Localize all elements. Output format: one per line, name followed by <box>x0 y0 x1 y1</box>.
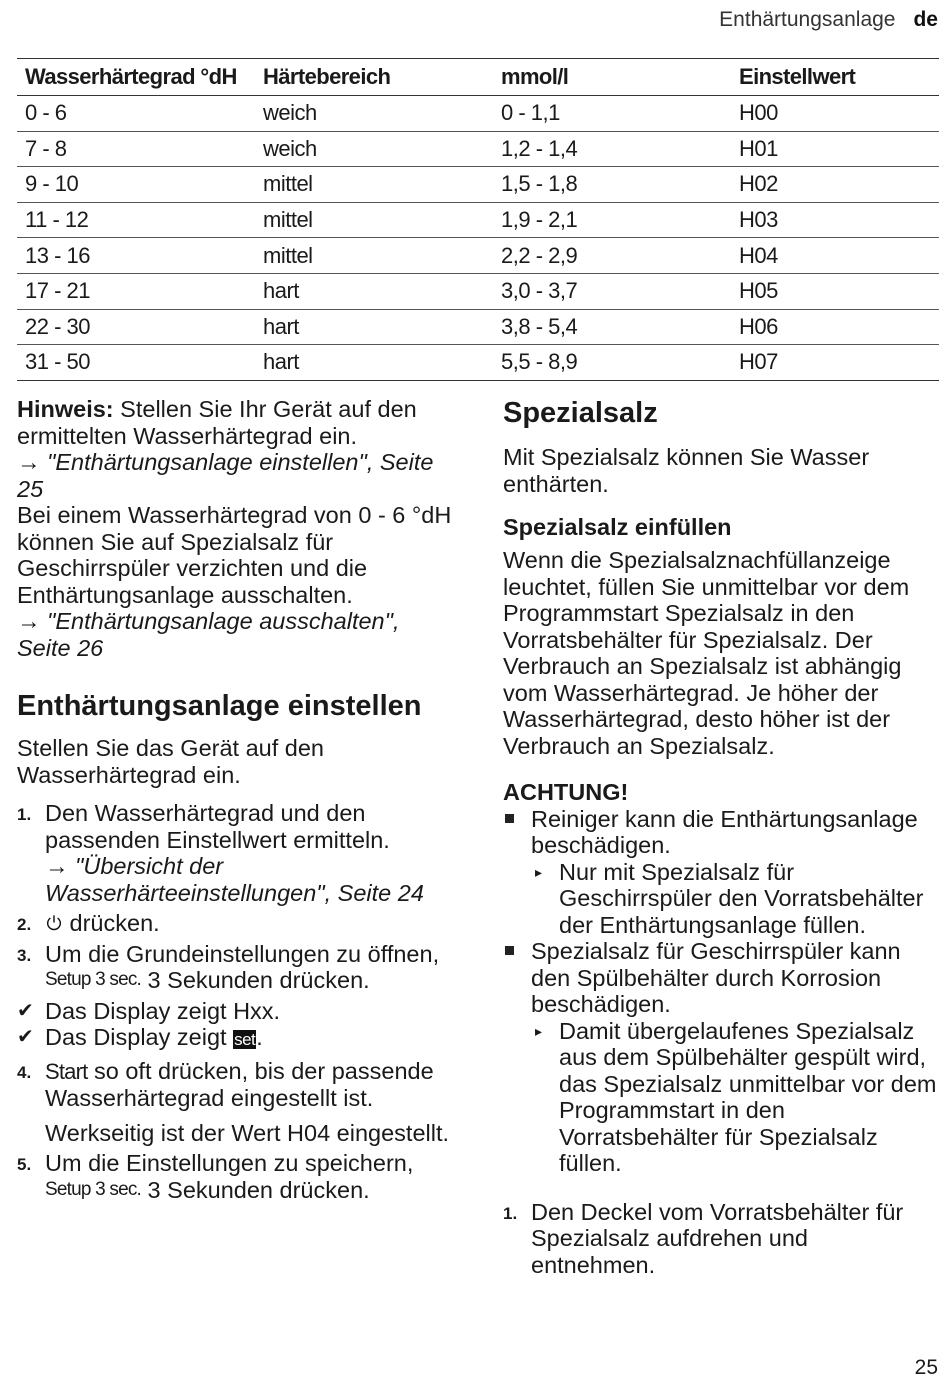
step-text: Den Wasserhärtegrad und den passenden Einstellwert ermitteln. <box>45 800 390 853</box>
result-2: ✔ Das Display zeigt set. <box>17 1024 263 1050</box>
running-header <box>719 8 938 32</box>
bullet-text: Spezialsalz für Geschirrspüler kann den Spülbehälter durch Korrosion beschädigen. <box>531 938 901 1017</box>
step-4 <box>17 1058 457 1147</box>
col-header-mmol: mmol/l <box>493 59 731 96</box>
cell-dh: 13 - 16 <box>17 238 255 274</box>
step3-text-a: Um die Grundeinstellungen zu öffnen, <box>45 940 440 967</box>
triangle-right-icon: ▸ <box>535 1022 543 1039</box>
left-column <box>17 396 457 1203</box>
cell-range: hart <box>255 345 493 381</box>
table-row <box>17 238 939 274</box>
subheading-fill-salt: Spezialsalz einfüllen <box>503 514 732 540</box>
checkmark-icon: ✔ <box>17 1026 34 1048</box>
cell-mmol: 3,8 - 5,4 <box>493 309 731 345</box>
bullet-text: Reiniger kann die Enthärtungsanlage beschädigen. <box>531 805 918 858</box>
note-label: Hinweis: <box>17 396 114 422</box>
warning-bullet-1 <box>503 806 938 859</box>
step2-text: drücken. <box>63 910 160 936</box>
display-set-symbol: set <box>234 1030 256 1049</box>
setup-button-label: Setup 3 sec. <box>45 969 142 990</box>
arrow-right-icon: → <box>17 449 48 475</box>
note-paragraph <box>17 396 457 449</box>
right-column <box>503 396 938 1278</box>
cell-range: hart <box>255 273 493 309</box>
step-number: 1. <box>503 1203 518 1223</box>
step1-ref-text: "Übersicht der Wasserhärteeinstellungen", Seite 24 <box>45 853 424 906</box>
step-2 <box>17 910 457 937</box>
header-lang: de <box>913 8 938 31</box>
salt-intro: Mit Spezialsalz können Sie Wasser enthärten. <box>503 444 870 497</box>
setup-button-label: Setup 3 sec. <box>45 1178 142 1200</box>
step-3 <box>17 941 457 994</box>
cell-dh: 7 - 8 <box>17 131 255 167</box>
cell-dh: 11 - 12 <box>17 202 255 238</box>
warning-label: ACHTUNG! <box>503 779 629 805</box>
salt-step-1 <box>503 1199 938 1279</box>
cell-range: weich <box>255 131 493 167</box>
note-ref1-text: "Enthärtungsanlage einstellen", Seite 25 <box>17 449 434 502</box>
step-text: Den Deckel vom Vorratsbehälter für Spezialsalz aufdrehen und entnehmen. <box>531 1198 904 1278</box>
cell-setting: H03 <box>731 202 939 238</box>
cell-mmol: 1,9 - 2,1 <box>493 202 731 238</box>
cell-setting: H04 <box>731 238 939 274</box>
warning-bullet-2 <box>503 938 938 1018</box>
square-bullet-icon <box>505 946 514 955</box>
sub-text: Nur mit Spezialsalz für Geschirrspüler den Vorratsbehälter der Enthärtungsanlage füllen. <box>559 858 924 938</box>
note-reference-1 <box>17 449 457 502</box>
step5-text-b: 3 Sekunden drücken. <box>141 1176 370 1203</box>
table-row <box>17 309 939 345</box>
table-row <box>17 345 939 381</box>
step-number: 5. <box>17 1155 32 1174</box>
water-hardness-table <box>17 58 939 381</box>
note-ref2-text: "Enthärtungsanlage ausschalten", Seite 26 <box>17 608 400 661</box>
step-reference <box>45 853 457 906</box>
cell-mmol: 5,5 - 8,9 <box>493 345 731 381</box>
checkmark-icon: ✔ <box>17 999 34 1022</box>
step-number: 2. <box>17 915 32 934</box>
cell-range: mittel <box>255 202 493 238</box>
arrow-right-icon: → <box>17 608 48 634</box>
note-text: Stellen Sie Ihr Gerät auf den ermittelten Wasserhärtegrad ein. <box>17 396 417 449</box>
warning-sub-1 <box>531 859 938 939</box>
table-row <box>17 96 939 132</box>
table-row <box>17 273 939 309</box>
step-number: 3. <box>17 945 32 965</box>
square-bullet-icon <box>505 814 514 823</box>
cell-setting: H05 <box>731 273 939 309</box>
step5-text-a: Um die Einstellungen zu speichern, <box>45 1150 414 1176</box>
header-section: Enthärtungsanlage <box>719 8 896 31</box>
result-text: Das Display zeigt Hxx. <box>45 997 281 1024</box>
step-number: 4. <box>17 1062 32 1082</box>
section-heading-salt: Spezialsalz <box>503 397 658 429</box>
cell-range: weich <box>255 96 493 132</box>
result-1 <box>17 998 457 1025</box>
table-row <box>17 167 939 203</box>
cell-setting: H00 <box>731 96 939 132</box>
step-5 <box>17 1150 457 1203</box>
cell-range: mittel <box>255 238 493 274</box>
triangle-right-icon: ▸ <box>535 863 543 880</box>
cell-mmol: 0 - 1,1 <box>493 96 731 132</box>
cell-setting: H01 <box>731 131 939 167</box>
page-number: 25 <box>914 1356 938 1379</box>
step3-text-b: 3 Sekunden drücken. <box>141 967 370 993</box>
col-header-range: Härtebereich <box>255 59 493 96</box>
cell-setting: H02 <box>731 167 939 203</box>
cell-dh: 9 - 10 <box>17 167 255 203</box>
cell-mmol: 2,2 - 2,9 <box>493 238 731 274</box>
section-heading-settings: Enthärtungsanlage einstellen <box>17 690 422 722</box>
arrow-right-icon: → <box>45 853 76 879</box>
col-header-hardness-dh: Wasserhärtegrad °dH <box>17 59 255 96</box>
sub-text: Damit übergelaufenes Spezialsalz aus dem Spülbehälter gespült wird, das Spezialsalz unmittelbar vor dem Programmstart in den Vorratsbehälter für Spezialsalz füllen. <box>559 1017 937 1176</box>
table-header-row <box>17 59 939 96</box>
step-number: 1. <box>17 805 32 824</box>
start-button-label: Start <box>45 1058 88 1084</box>
cell-dh: 22 - 30 <box>17 309 255 345</box>
salt-paragraph: Wenn die Spezialsalznachfüllanzeige leuchtet, füllen Sie unmittelbar vor dem Programmstart Spezialsalz in den Vorratsbehälter für Spezialsalz. Der Verbrauch an Spezialsalz ist abhängig vom Wasserhärtegrad. Je höher der Wasserhärtegrad, desto höher ist der Verbrauch an Spezialsalz. <box>503 547 910 759</box>
table-row <box>17 131 939 167</box>
step-1 <box>17 800 457 906</box>
result-text: Das Display zeigt <box>45 1024 234 1050</box>
cell-range: mittel <box>255 167 493 203</box>
settings-intro: Stellen Sie das Gerät auf den Wasserhärtegrad ein. <box>17 735 325 788</box>
cell-setting: H07 <box>731 345 939 381</box>
col-header-setting: Einstellwert <box>731 59 939 96</box>
step4-extra: Werkseitig ist der Wert H04 eingestellt. <box>45 1119 450 1146</box>
cell-dh: 17 - 21 <box>17 273 255 309</box>
cell-dh: 0 - 6 <box>17 96 255 132</box>
cell-range: hart <box>255 309 493 345</box>
step4-text: so oft drücken, bis der passende Wasserhärtegrad eingestellt ist. <box>45 1057 434 1111</box>
power-icon <box>45 914 63 932</box>
cell-mmol: 1,5 - 1,8 <box>493 167 731 203</box>
note-reference-2 <box>17 608 457 661</box>
cell-dh: 31 - 50 <box>17 345 255 381</box>
cell-mmol: 3,0 - 3,7 <box>493 273 731 309</box>
warning-sub-2 <box>531 1018 938 1177</box>
cell-mmol: 1,2 - 1,4 <box>493 131 731 167</box>
cell-setting: H06 <box>731 309 939 345</box>
table-row <box>17 202 939 238</box>
note-text-2: Bei einem Wasserhärtegrad von 0 - 6 °dH können Sie auf Spezialsalz für Geschirrspüler verzichten und die Enthärtungsanlage ausschalten. <box>17 502 452 608</box>
